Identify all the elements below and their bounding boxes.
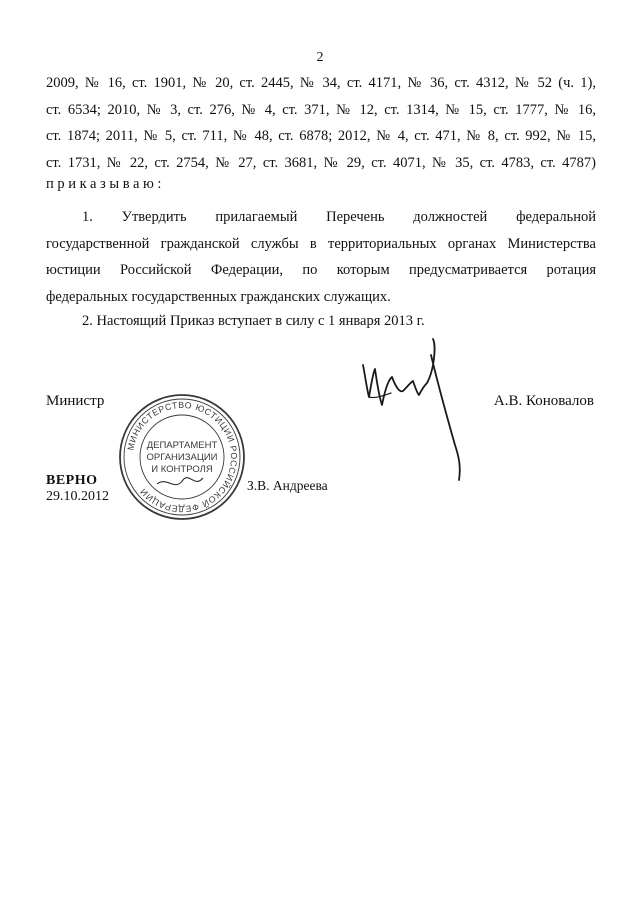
item1-line: 1. Утвердить прилагаемый Перечень должностей федеральной	[82, 209, 596, 225]
department-stamp	[117, 392, 247, 522]
reference-line: ст. 6534; 2010, № 3, ст. 276, № 4, ст. 371, № 12, ст. 1314, № 15, ст. 1777, № 16,	[46, 101, 596, 118]
svg-text:ОРГАНИЗАЦИИ: ОРГАНИЗАЦИИ	[146, 452, 218, 463]
order-item-2: 2. Настоящий Приказ вступает в силу с 1 января 2013 г.	[82, 313, 425, 329]
item1-line: федеральных государственных гражданских служащих.	[46, 288, 391, 305]
decree-word: приказываю:	[46, 176, 166, 192]
reference-line: 2009, № 16, ст. 1901, № 20, ст. 2445, № 34, ст. 4171, № 36, ст. 4312, № 52 (ч. 1),	[46, 75, 596, 91]
reference-line: ст. 1731, № 22, ст. 2754, № 27, ст. 3681, № 29, ст. 4071, № 35, ст. 4783, ст. 4787)	[46, 154, 596, 171]
item1-line: юстиции Российской Федерации, по которым предусматривается ротация	[46, 262, 596, 278]
clerk-name: З.В. Андреева	[247, 478, 328, 493]
minister-signature	[355, 335, 465, 490]
minister-title: Министр	[46, 393, 105, 409]
certified-date: 29.10.2012	[46, 489, 109, 504]
minister-name: А.В. Коновалов	[493, 393, 594, 409]
svg-text:МИНИСТЕРСТВО ЮСТИЦИИ РОССИЙСКО: МИНИСТЕРСТВО ЮСТИЦИИ РОССИЙСКОЙ ФЕДЕРАЦИИ	[125, 399, 240, 515]
item1-line: государственной гражданской службы в территориальных органах Министерства	[46, 235, 596, 252]
order-item-1	[46, 204, 596, 310]
page-number: 2	[316, 50, 324, 65]
legal-references-paragraph	[46, 70, 596, 176]
certified-label: ВЕРНО	[46, 473, 98, 488]
svg-text:И КОНТРОЛЯ: И КОНТРОЛЯ	[151, 464, 213, 475]
svg-text:ДЕПАРТАМЕНТ: ДЕПАРТАМЕНТ	[146, 440, 218, 451]
reference-line: ст. 1874; 2011, № 5, ст. 711, № 48, ст. 6878; 2012, № 4, ст. 471, № 8, ст. 992, № 15,	[46, 128, 596, 144]
